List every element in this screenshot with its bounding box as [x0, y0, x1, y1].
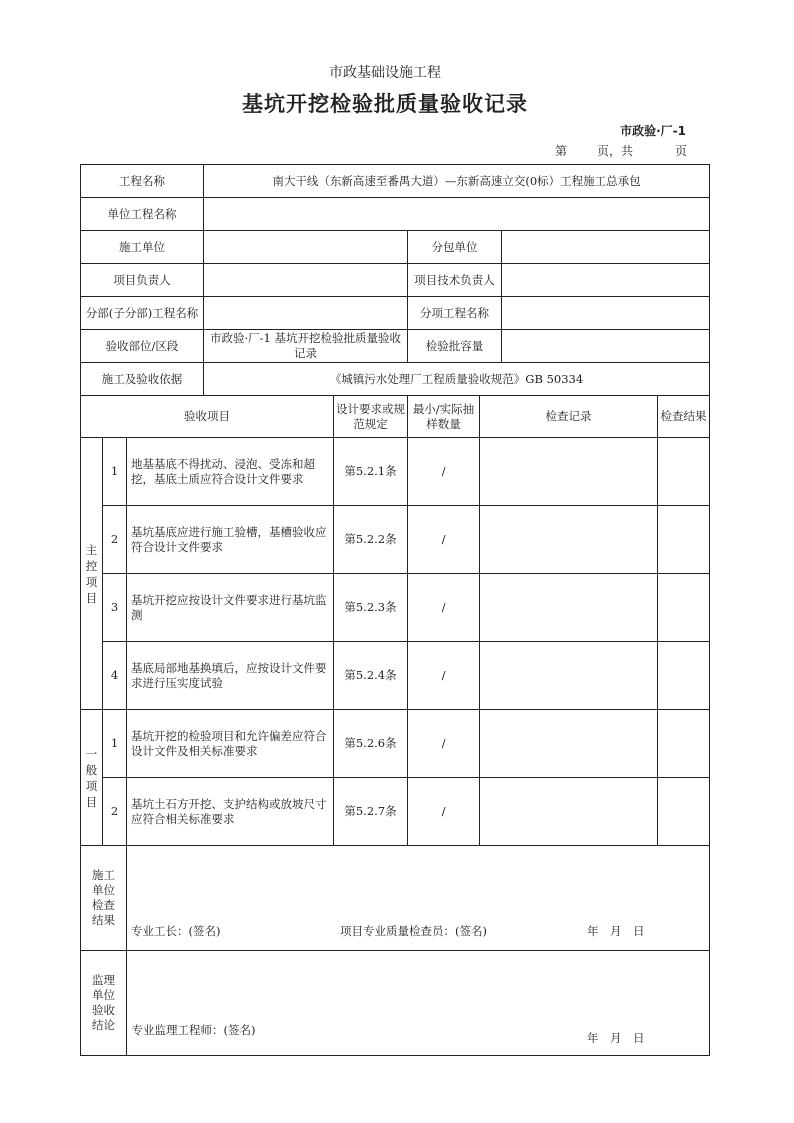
- document-title: 基坑开挖检验批质量验收记录: [242, 92, 528, 116]
- item-record[interactable]: [480, 710, 658, 778]
- col-header-sample: 最小/实际抽样数量: [408, 396, 480, 438]
- item-result[interactable]: [658, 778, 710, 846]
- project-name-label: 工程名称: [81, 165, 204, 198]
- item-number: 1: [103, 710, 127, 778]
- item-sample[interactable]: /: [408, 506, 480, 574]
- item-result[interactable]: [658, 574, 710, 642]
- item-result[interactable]: [658, 438, 710, 506]
- main-control-label: 主控项目: [81, 438, 103, 710]
- constructor-label: 施工单位: [81, 231, 204, 264]
- supervision-area[interactable]: [127, 951, 710, 1056]
- unit-project-value[interactable]: [204, 198, 710, 231]
- construction-check-area[interactable]: [127, 846, 710, 951]
- capacity-label: 检验批容量: [408, 330, 502, 363]
- basis-value[interactable]: 《城镇污水处理厂工程质量验收规范》GB 50334: [204, 363, 710, 396]
- tech-lead-label: 项目技术负责人: [408, 264, 502, 297]
- item-clause: 第5.2.6条: [334, 710, 408, 778]
- page-ye-label: 页: [675, 144, 688, 158]
- document-subtitle: 市政基础设施工程: [329, 65, 441, 81]
- general-label: 一般项目: [81, 710, 103, 846]
- subitem-label: 分项工程名称: [408, 297, 502, 330]
- item-text: 基坑土石方开挖、支护结构或放坡尺寸应符合相关标准要求: [127, 778, 334, 846]
- page-ye-gong-label: 页，共: [597, 144, 634, 158]
- location-label: 验收部位/区段: [81, 330, 204, 363]
- item-number: 4: [103, 642, 127, 710]
- subitem-value[interactable]: [502, 297, 710, 330]
- subcontractor-value[interactable]: [502, 231, 710, 264]
- project-name-value[interactable]: 南大干线（东新高速至番禺大道）—东新高速立交(0标）工程施工总承包: [204, 165, 710, 198]
- item-number: 2: [103, 506, 127, 574]
- item-text: 基底局部地基换填后，应按设计文件要求进行压实度试验: [127, 642, 334, 710]
- item-number: 1: [103, 438, 127, 506]
- item-result[interactable]: [658, 710, 710, 778]
- item-clause: 第5.2.1条: [334, 438, 408, 506]
- table-row: [81, 438, 710, 506]
- item-text: 地基基底不得扰动、浸泡、受冻和超挖，基底土质应符合设计文件要求: [127, 438, 334, 506]
- item-clause: 第5.2.4条: [334, 642, 408, 710]
- item-sample[interactable]: /: [408, 642, 480, 710]
- table-row: [81, 506, 710, 574]
- supervision-date: 年 月 日: [587, 1031, 645, 1045]
- subcontractor-label: 分包单位: [408, 231, 502, 264]
- col-header-design-req: 设计要求或规范规定: [334, 396, 408, 438]
- item-record[interactable]: [480, 506, 658, 574]
- item-sample[interactable]: /: [408, 710, 480, 778]
- col-header-record: 检查记录: [480, 396, 658, 438]
- supervision-label: 监理单位验收结论: [81, 951, 127, 1056]
- item-record[interactable]: [480, 642, 658, 710]
- item-record[interactable]: [480, 574, 658, 642]
- table-row: [81, 642, 710, 710]
- item-clause: 第5.2.3条: [334, 574, 408, 642]
- pm-label: 项目负责人: [81, 264, 204, 297]
- construction-check-label: 施工单位检查结果: [81, 846, 127, 951]
- item-number: 2: [103, 778, 127, 846]
- item-sample[interactable]: /: [408, 574, 480, 642]
- item-text: 基坑开挖应按设计文件要求进行基坑监测: [127, 574, 334, 642]
- item-clause: 第5.2.2条: [334, 506, 408, 574]
- item-text: 基坑基底应进行施工验槽，基槽验收应符合设计文件要求: [127, 506, 334, 574]
- unit-project-label: 单位工程名称: [81, 198, 204, 231]
- tech-lead-value[interactable]: [502, 264, 710, 297]
- table-row: [81, 778, 710, 846]
- item-record[interactable]: [480, 778, 658, 846]
- item-record[interactable]: [480, 438, 658, 506]
- item-text: 基坑开挖的检验项目和允许偏差应符合设计文件及相关标准要求: [127, 710, 334, 778]
- item-clause: 第5.2.7条: [334, 778, 408, 846]
- col-header-item: 验收项目: [81, 396, 334, 438]
- table-row: [81, 574, 710, 642]
- construction-check-date: 年 月 日: [587, 924, 645, 938]
- form-code: 市政验·厂-1: [620, 124, 686, 138]
- table-row: [81, 710, 710, 778]
- item-result[interactable]: [658, 642, 710, 710]
- item-number: 3: [103, 574, 127, 642]
- item-sample[interactable]: /: [408, 778, 480, 846]
- capacity-value[interactable]: [502, 330, 710, 363]
- col-header-result: 检查结果: [658, 396, 710, 438]
- page-di-label: 第: [555, 144, 568, 158]
- constructor-value[interactable]: [204, 231, 408, 264]
- location-value[interactable]: 市政验·厂-1 基坑开挖检验批质量验收记录: [204, 330, 408, 363]
- pm-value[interactable]: [204, 264, 408, 297]
- foreman-signature-label: 专业工长：(签名): [131, 924, 221, 938]
- item-sample[interactable]: /: [408, 438, 480, 506]
- engineer-signature-label: 专业监理工程师：(签名): [131, 1023, 256, 1037]
- division-value[interactable]: [204, 297, 408, 330]
- division-label: 分部(子分部)工程名称: [81, 297, 204, 330]
- basis-label: 施工及验收依据: [81, 363, 204, 396]
- item-result[interactable]: [658, 506, 710, 574]
- inspection-table: [80, 164, 710, 1056]
- inspector-signature-label: 项目专业质量检查员：(签名): [340, 924, 487, 938]
